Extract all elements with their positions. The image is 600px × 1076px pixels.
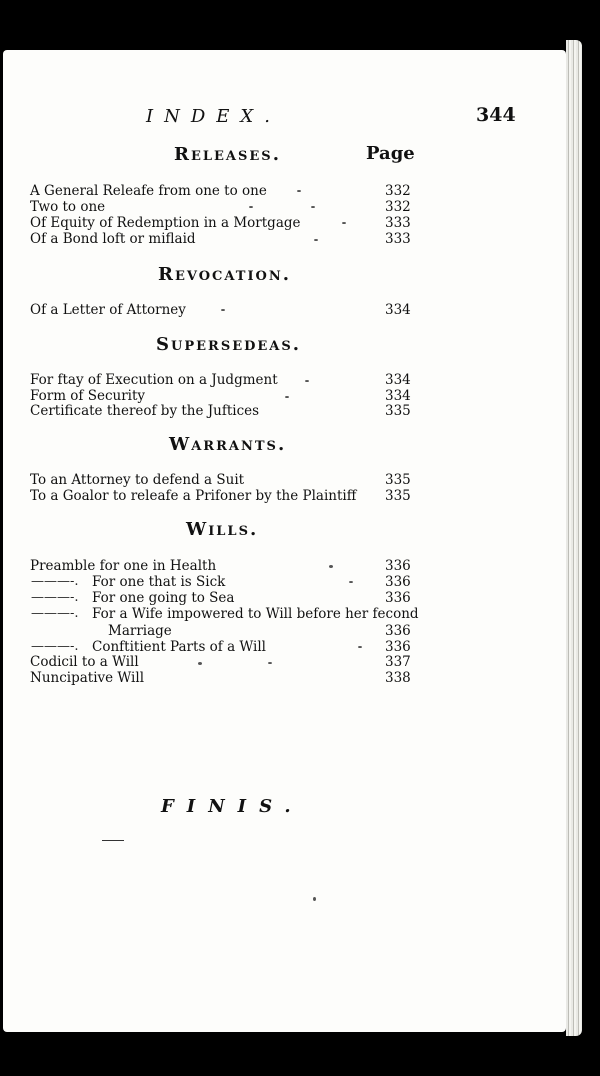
index-entry: Codicil to a Will (30, 654, 139, 670)
entry-page-number: 336 (385, 558, 411, 574)
section-title-supersedeas: Supersedeas. (156, 334, 302, 355)
small-rule (102, 840, 124, 841)
section-title-revocation: Revocation. (158, 264, 292, 285)
index-entry: Of Equity of Redemption in a Mortgage (30, 215, 301, 231)
continuation-dash: ———-. (31, 606, 79, 621)
index-entry: Conftitient Parts of a Will (92, 639, 267, 655)
index-entry: Of a Letter of Attorney (30, 302, 186, 318)
continuation-dash: ———-. (31, 574, 79, 589)
section-title-warrants: Warrants. (169, 434, 287, 455)
entry-page-number: 332 (385, 183, 411, 199)
ink-speck (314, 239, 318, 241)
section-title-wills: Wills. (186, 519, 259, 540)
index-entry: To a Goalor to releafe a Prifoner by the Plaintiff (30, 488, 357, 504)
index-entry: For ftay of Execution on a Judgment (30, 372, 278, 388)
index-entry: Two to one (30, 199, 106, 215)
entry-page-number: 335 (385, 472, 411, 488)
ink-speck (285, 396, 289, 398)
ink-speck (221, 309, 225, 311)
entry-page-number: 336 (385, 574, 411, 590)
entry-page-number: 334 (385, 302, 411, 318)
index-entry: Of a Bond loft or miflaid (30, 231, 196, 247)
finis-colophon: FINIS. (161, 796, 304, 817)
ink-speck (198, 662, 202, 665)
index-entry: A General Releafe from one to one (30, 183, 267, 199)
index-entry: To an Attorney to defend a Suit (30, 472, 245, 488)
entry-page-number: 335 (385, 488, 411, 504)
running-header: INDEX. (146, 106, 281, 127)
ink-speck (249, 206, 253, 208)
ink-speck (268, 662, 272, 664)
entry-page-number: 332 (385, 199, 411, 215)
ink-speck (329, 565, 333, 568)
entry-page-number: 336 (385, 623, 411, 639)
entry-page-number: 337 (385, 654, 411, 670)
entry-page-number: 336 (385, 590, 411, 606)
ink-speck (358, 646, 362, 648)
continuation-dash: ———-. (31, 639, 79, 654)
entry-page-number: 333 (385, 215, 411, 231)
ink-speck (342, 222, 346, 224)
page-column-heading: Page (366, 143, 415, 164)
index-entry: Preamble for one in Health (30, 558, 217, 574)
ink-speck (305, 380, 309, 382)
index-entry: Nuncipative Will (30, 670, 145, 686)
entry-page-number: 333 (385, 231, 411, 247)
index-entry-continued: Marriage (108, 623, 172, 639)
ink-speck (313, 897, 316, 901)
section-title-releases: Releases. (174, 144, 281, 165)
entry-page-number: 335 (385, 403, 411, 419)
index-entry: For a Wife impowered to Will before her fecond (92, 606, 419, 622)
entry-page-number: 336 (385, 639, 411, 655)
page-number: 344 (476, 104, 516, 126)
ink-speck (349, 581, 353, 583)
page-edge (566, 40, 582, 1036)
entry-page-number: 334 (385, 388, 411, 404)
index-entry: Certificate thereof by the Juftices (30, 403, 260, 419)
index-entry: For one that is Sick (92, 574, 226, 590)
continuation-dash: ———-. (31, 590, 79, 605)
entry-page-number: 338 (385, 670, 411, 686)
ink-speck (311, 206, 315, 208)
ink-speck (297, 190, 301, 192)
entry-page-number: 334 (385, 372, 411, 388)
index-entry: For one going to Sea (92, 590, 235, 606)
index-entry: Form of Security (30, 388, 146, 404)
